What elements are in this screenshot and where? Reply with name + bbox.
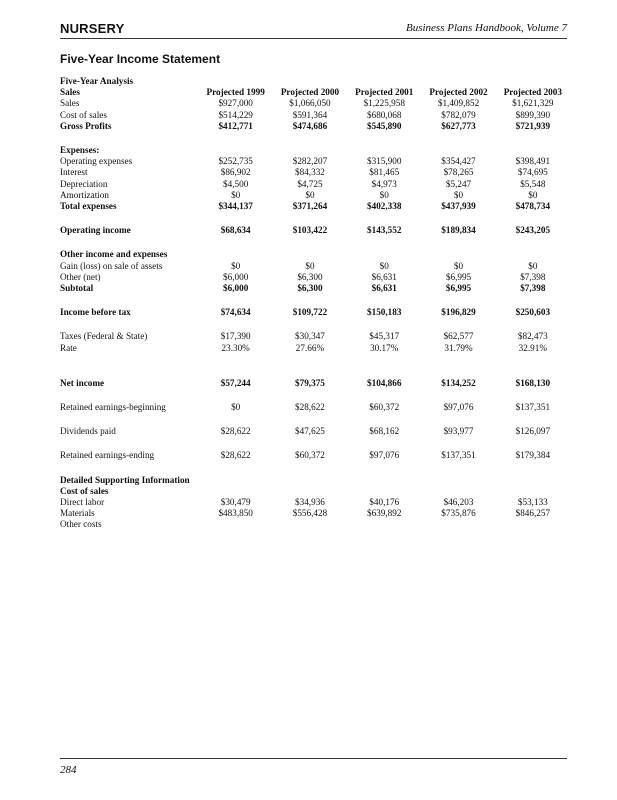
row-value: $282,207 bbox=[292, 156, 328, 167]
row-value: $6,300 bbox=[297, 283, 323, 294]
row-label: Sales bbox=[60, 98, 80, 109]
table-row-materials bbox=[60, 508, 570, 519]
row-label: Dividends paid bbox=[60, 426, 116, 437]
row-value: $735,876 bbox=[441, 508, 476, 519]
row-value: $30,347 bbox=[295, 331, 325, 342]
page-footer bbox=[60, 758, 567, 776]
row-value: $6,995 bbox=[445, 271, 472, 282]
row-value: $60,372 bbox=[369, 402, 400, 413]
row-label: Depreciation bbox=[60, 178, 108, 189]
row-value: $0 bbox=[231, 402, 241, 413]
table-row-gross-profits bbox=[60, 121, 570, 132]
table-row-gain-loss bbox=[60, 261, 570, 272]
row-value: $137,351 bbox=[441, 450, 476, 461]
row-value: $62,577 bbox=[443, 331, 474, 342]
table-row-direct-labor bbox=[60, 497, 570, 508]
row-value: $68,634 bbox=[220, 225, 251, 236]
row-value: $6,995 bbox=[445, 283, 472, 294]
row-value: $0 bbox=[528, 260, 538, 271]
row-value: $137,351 bbox=[515, 402, 551, 413]
row-label: Taxes (Federal & State) bbox=[60, 331, 148, 342]
table-row-subtotal bbox=[60, 283, 570, 294]
row-value: $474,686 bbox=[292, 120, 328, 131]
row-value: $46,203 bbox=[443, 497, 474, 508]
table-row-dividends-paid bbox=[60, 426, 570, 437]
row-value: $680,068 bbox=[367, 109, 402, 120]
row-value: $1,066,050 bbox=[289, 98, 331, 109]
row-heading: Other income and expenses bbox=[60, 249, 168, 260]
row-label: Income before tax bbox=[60, 307, 131, 318]
column-header: Projected 2001 bbox=[355, 87, 414, 98]
row-value: $846,257 bbox=[515, 508, 551, 519]
row-value: $782,079 bbox=[441, 109, 476, 120]
row-heading: Expenses: bbox=[60, 145, 100, 156]
column-header: Projected 2002 bbox=[429, 87, 488, 98]
row-value: $126,097 bbox=[515, 426, 551, 437]
row-value: $5,548 bbox=[520, 178, 546, 189]
page-title: Five-Year Income Statement bbox=[60, 52, 221, 66]
header-book-title: Business Plans Handbook, Volume 7 bbox=[405, 22, 567, 34]
row-value: $143,552 bbox=[367, 225, 402, 236]
row-value: $82,473 bbox=[517, 331, 548, 342]
header-section-name: NURSERY bbox=[60, 21, 125, 36]
row-value: $591,364 bbox=[292, 109, 328, 120]
row-value: $6,300 bbox=[297, 271, 323, 282]
row-label: Rate bbox=[60, 342, 77, 353]
row-value: $899,390 bbox=[515, 109, 551, 120]
row-value: $402,338 bbox=[367, 201, 402, 212]
table-row-interest bbox=[60, 167, 570, 178]
row-value: $250,603 bbox=[515, 307, 551, 318]
row-value: 30.17% bbox=[370, 342, 399, 353]
row-value: $0 bbox=[231, 189, 241, 200]
supporting-heading-row bbox=[60, 475, 570, 486]
row-value: $93,977 bbox=[443, 426, 474, 437]
expenses-heading-row bbox=[60, 145, 570, 156]
table-row-other-costs bbox=[60, 519, 570, 530]
row-value: $0 bbox=[528, 189, 538, 200]
row-label: Amortization bbox=[60, 189, 109, 200]
row-value: $28,622 bbox=[220, 426, 251, 437]
row-value: $196,829 bbox=[441, 307, 476, 318]
table-row-retained-beginning bbox=[60, 402, 570, 413]
row-value: $7,398 bbox=[520, 271, 546, 282]
row-value: $0 bbox=[453, 260, 464, 271]
row-value: 32.91% bbox=[518, 342, 547, 353]
row-value: $5,247 bbox=[445, 178, 472, 189]
row-value: $57,244 bbox=[220, 377, 251, 388]
row-value: $17,390 bbox=[220, 331, 251, 342]
row-value: $483,850 bbox=[218, 508, 253, 519]
row-value: $927,000 bbox=[218, 98, 253, 109]
row-value: $86,902 bbox=[220, 167, 251, 178]
row-label: Gross Profits bbox=[60, 120, 112, 131]
row-value: $0 bbox=[231, 260, 241, 271]
row-value: $0 bbox=[453, 189, 464, 200]
row-value: $371,264 bbox=[292, 201, 328, 212]
row-value: $79,375 bbox=[295, 377, 325, 388]
row-value: $1,621,329 bbox=[512, 98, 554, 109]
table-row-taxes bbox=[60, 331, 570, 342]
row-value: $104,866 bbox=[367, 377, 402, 388]
row-value: $84,332 bbox=[295, 167, 325, 178]
cost-of-sales-heading-row bbox=[60, 486, 570, 497]
row-value: $74,695 bbox=[517, 167, 548, 178]
row-value: $40,176 bbox=[369, 497, 400, 508]
row-value: $627,773 bbox=[441, 120, 476, 131]
row-label: Gain (loss) on sale of assets bbox=[60, 260, 163, 271]
row-heading: Detailed Supporting Information bbox=[60, 474, 190, 485]
row-value: $344,137 bbox=[218, 201, 253, 212]
table-row-other-net bbox=[60, 272, 570, 283]
section-label-row bbox=[60, 76, 570, 87]
row-value: $514,229 bbox=[218, 109, 253, 120]
table-row-sales bbox=[60, 98, 570, 109]
table-row-operating-expenses bbox=[60, 156, 570, 167]
row-value: $103,422 bbox=[292, 225, 328, 236]
running-header bbox=[60, 20, 567, 39]
row-value: $134,252 bbox=[441, 377, 476, 388]
table-row-depreciation bbox=[60, 179, 570, 190]
table-row-cost-of-sales bbox=[60, 110, 570, 121]
row-value: $4,973 bbox=[371, 178, 397, 189]
row-value: $1,409,852 bbox=[437, 98, 480, 109]
row-heading: Cost of sales bbox=[60, 485, 109, 496]
row-value: $556,428 bbox=[292, 508, 328, 519]
row-value: $68,162 bbox=[369, 426, 400, 437]
row-value: $34,936 bbox=[295, 497, 325, 508]
column-header: Projected 2003 bbox=[503, 87, 562, 98]
column-header: Projected 1999 bbox=[206, 87, 265, 98]
row-value: $4,500 bbox=[223, 178, 249, 189]
column-header: Projected 2000 bbox=[280, 87, 340, 98]
row-value: $168,130 bbox=[515, 377, 551, 388]
income-statement-table bbox=[60, 76, 570, 531]
row-value: $437,939 bbox=[441, 201, 476, 212]
row-value: $74,634 bbox=[220, 307, 251, 318]
row-value: $545,890 bbox=[367, 120, 402, 131]
row-label: Retained earnings-ending bbox=[60, 450, 155, 461]
row-value: $0 bbox=[305, 260, 315, 271]
sales-header-label: Sales bbox=[60, 87, 80, 98]
row-value: $0 bbox=[305, 189, 315, 200]
row-value: $179,384 bbox=[515, 450, 551, 461]
row-value: $97,076 bbox=[443, 402, 474, 413]
row-value: 23.30% bbox=[221, 342, 250, 353]
row-label: Other costs bbox=[60, 519, 102, 530]
row-value: $28,622 bbox=[295, 402, 325, 413]
row-value: $412,771 bbox=[218, 120, 253, 131]
row-value: $7,398 bbox=[520, 283, 546, 294]
row-value: $30,479 bbox=[220, 497, 251, 508]
row-label: Total expenses bbox=[60, 201, 117, 212]
table-row-retained-ending bbox=[60, 450, 570, 461]
row-value: $6,631 bbox=[371, 271, 397, 282]
row-value: $0 bbox=[379, 260, 389, 271]
row-value: $243,205 bbox=[515, 225, 551, 236]
row-value: $45,317 bbox=[369, 331, 400, 342]
row-value: $60,372 bbox=[295, 450, 325, 461]
table-row-income-before-tax bbox=[60, 307, 570, 318]
row-value: $6,631 bbox=[371, 283, 397, 294]
row-value: $97,076 bbox=[369, 450, 400, 461]
row-value: $478,734 bbox=[515, 201, 551, 212]
row-value: $81,465 bbox=[369, 167, 400, 178]
page-number: 284 bbox=[60, 764, 77, 776]
row-value: $150,183 bbox=[367, 307, 402, 318]
row-label: Direct labor bbox=[60, 497, 105, 508]
row-value: $252,735 bbox=[218, 156, 253, 167]
row-value: 31.79% bbox=[444, 342, 473, 353]
row-value: $0 bbox=[379, 189, 389, 200]
row-value: 27.66% bbox=[295, 342, 325, 353]
table-row-net-income bbox=[60, 378, 570, 389]
row-value: $721,939 bbox=[515, 120, 551, 131]
row-label: Cost of sales bbox=[60, 109, 107, 120]
row-label: Retained earnings-beginning bbox=[60, 402, 166, 413]
row-label: Net income bbox=[60, 377, 105, 388]
row-value: $354,427 bbox=[441, 156, 476, 167]
row-value: $53,133 bbox=[517, 497, 548, 508]
table-row-total-expenses bbox=[60, 201, 570, 212]
row-label: Materials bbox=[60, 508, 95, 519]
row-value: $28,622 bbox=[220, 450, 251, 461]
row-value: $109,722 bbox=[292, 307, 328, 318]
row-value: $6,000 bbox=[223, 271, 249, 282]
table-row-operating-income bbox=[60, 225, 570, 236]
row-value: $315,900 bbox=[367, 156, 402, 167]
column-header-row bbox=[60, 87, 570, 98]
row-value: $398,491 bbox=[515, 156, 551, 167]
row-value: $4,725 bbox=[297, 178, 323, 189]
row-value: $47,625 bbox=[295, 426, 325, 437]
table-row-rate bbox=[60, 343, 570, 354]
row-label: Other (net) bbox=[60, 271, 101, 282]
row-label: Operating income bbox=[60, 225, 131, 236]
row-label: Subtotal bbox=[60, 283, 94, 294]
row-value: $639,892 bbox=[367, 508, 402, 519]
row-value: $6,000 bbox=[223, 283, 249, 294]
row-value: $1,225,958 bbox=[363, 98, 405, 109]
row-label: Interest bbox=[60, 167, 88, 178]
table-row-amortization bbox=[60, 190, 570, 201]
section-label: Five-Year Analysis bbox=[60, 76, 134, 86]
row-value: $189,834 bbox=[441, 225, 476, 236]
other-heading-row bbox=[60, 249, 570, 260]
row-label: Operating expenses bbox=[60, 156, 133, 167]
row-value: $78,265 bbox=[443, 167, 474, 178]
